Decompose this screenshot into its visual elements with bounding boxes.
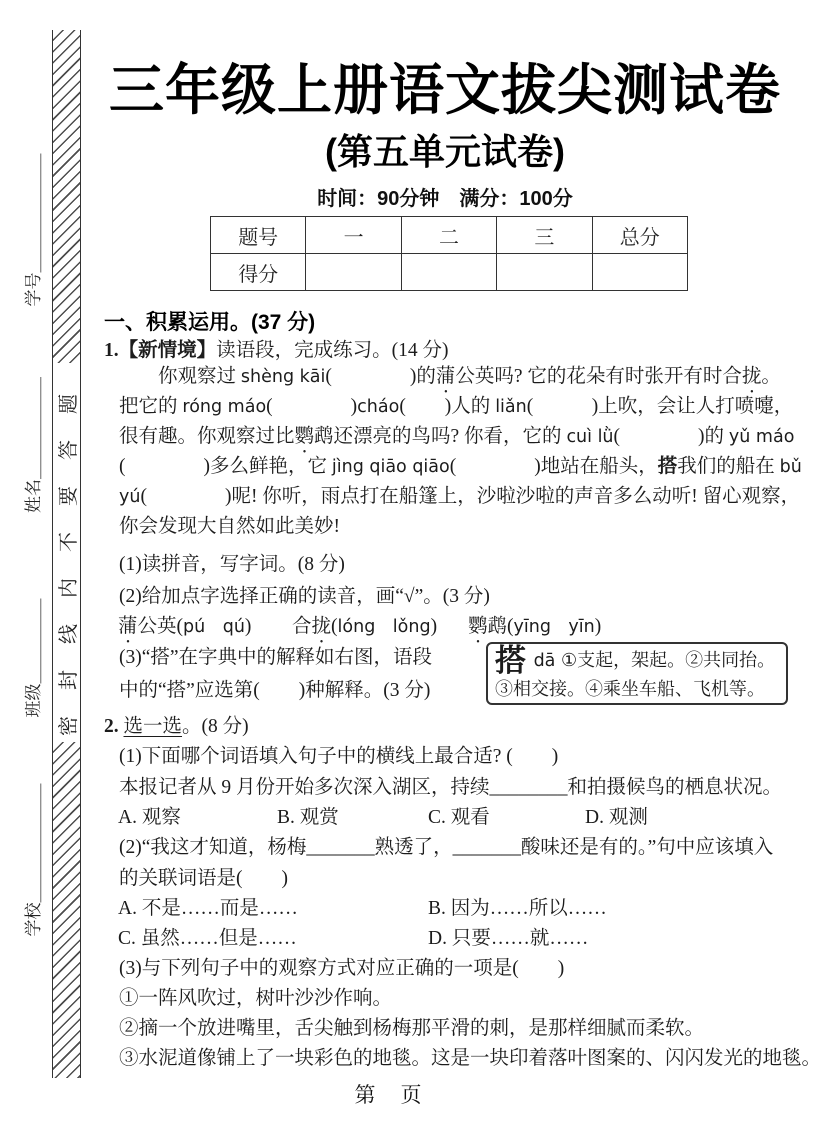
pinyin-choice-pugongying: 蒲公英(pú qú): [118, 616, 252, 637]
field-class-blank: ＿＿＿＿＿: [23, 598, 43, 684]
q1-sub2: (2)给加点字选择正确的读音，画“√”。(3 分): [119, 586, 490, 607]
q2-sub3-item: ③水泥道像铺上了一块彩色的地毯。这是一块印着落叶图案的、闪闪发光的地毯。: [119, 1048, 821, 1069]
score-table-header-row: [211, 217, 688, 254]
field-name-label: 姓名: [23, 479, 43, 513]
option-b: B. 观赏: [277, 807, 339, 828]
pinyin-choice-helong: 合拢(lóng lǒng): [292, 616, 438, 637]
passage-line: ( )多么鲜艳，它 jìng qiāo qiāo( )地站在船头，搭我们的船在 bǔ: [119, 456, 802, 477]
passage-line: 把它的 róng máo( )cháo( )人的 liǎn( )上吹，会让人打喷嚏，: [119, 396, 794, 417]
option-d: D. 只要……就……: [428, 928, 589, 949]
question-2-title: 选一选。(8 分): [123, 716, 249, 737]
dictionary-box: [486, 642, 788, 705]
q2-sub1: (1)下面哪个词语填入句子中的横线上最合适? ( ): [119, 746, 559, 767]
q2-sub3-item: ②摘一个放进嘴里，舌尖触到杨梅那平滑的刺，是那样细腻而柔软。: [119, 1018, 705, 1039]
option-c: C. 观看: [428, 807, 490, 828]
question-1-number: 1.: [104, 340, 119, 361]
option-d: D. 观测: [585, 807, 648, 828]
dictionary-box-line2: ③相交接。④乘坐车船、飞机等。: [495, 679, 765, 699]
q2-sub2-line1: (2)“我这才知道，杨梅_______熟透了，_______酸味还是有的。”句中应该填入: [119, 837, 774, 858]
score-table-header-cell: 总分: [592, 217, 687, 254]
page-title: 三年级上册语文拔尖测试卷: [108, 59, 781, 121]
score-empty-cell: [306, 254, 401, 291]
score-empty-cell: [592, 254, 687, 291]
q2-sub1-options-row: [0, 803, 793, 833]
passage-line: 很有趣。你观察过比鹦鹉还漂亮的鸟吗? 你看，它的 cuì lǜ( )的 yǔ máo: [119, 426, 795, 447]
field-name: [19, 375, 43, 515]
option-a: A. 观察: [118, 807, 181, 828]
q1-sub3-line2: 中的“搭”应选第( )种解释。(3 分): [119, 680, 431, 701]
field-student-id: [19, 150, 43, 310]
pinyin-choice-yingwu: 鹦鹉(yīng yīn): [468, 616, 602, 637]
seal-line-text: 密封线内不要答题: [58, 368, 80, 736]
exam-info: 时间：90分钟 满分：100分: [317, 188, 573, 210]
q2-sub2-options-row-cd: [0, 924, 793, 954]
field-student-id-label: 学号: [23, 272, 43, 307]
field-school-blank: ＿＿＿＿＿＿＿: [23, 783, 43, 903]
score-empty-cell: [497, 254, 592, 291]
question-2-number: 2.: [104, 716, 119, 737]
question-2-header: [104, 710, 249, 738]
page-footer: 第 页: [354, 1084, 424, 1107]
question-1-title: 读语段，完成练习。(14 分): [216, 340, 449, 361]
passage-line: 你会发现大自然如此美妙!: [119, 516, 340, 537]
field-class-label: 班级: [23, 683, 43, 718]
q2-sub1-sentence: 本报记者从 9 月份开始多次深入湖区，持续________和拍摄候鸟的栖息状况。: [119, 777, 783, 798]
q2-sub3: (3)与下列句子中的观察方式对应正确的一项是( ): [119, 958, 565, 979]
q2-sub2-line2: 的关联词语是( ): [119, 868, 288, 889]
question-1-tag: 【新情境】: [118, 339, 217, 361]
field-school-label: 学校: [23, 902, 43, 937]
passage-line: 你观察过 shèng kāi( )的蒲公英吗? 它的花朵有时张开有时合拢。: [119, 366, 781, 387]
passage-line: yú( )呢! 你听，雨点打在船篷上，沙啦沙啦的声音多么动听! 留心观察，: [119, 486, 801, 507]
score-table-header-cell: 三: [497, 217, 592, 254]
score-table: [210, 216, 688, 291]
seal-hatch-top: [53, 30, 80, 363]
option-b: B. 因为……所以……: [428, 898, 607, 919]
field-name-blank: ＿＿＿＿＿＿: [23, 377, 43, 479]
option-c: C. 虽然……但是……: [118, 928, 297, 949]
dictionary-box-line1: 搭 dā ①支起，架起。②共同抬。: [495, 643, 776, 678]
section-1-heading: 一、积累运用。(37 分): [104, 311, 316, 334]
pinyin-choice-row: [0, 612, 793, 642]
q2-sub2-options-row-ab: [0, 894, 793, 924]
q1-sub1: (1)读拼音，写字词。(8 分): [119, 554, 345, 575]
q2-sub3-item: ①一阵风吹过，树叶沙沙作响。: [119, 988, 393, 1009]
score-empty-cell: [401, 254, 496, 291]
score-label-cell: 得分: [211, 254, 306, 291]
question-1-header: [104, 334, 449, 362]
score-table-header-cell: 题号: [211, 217, 306, 254]
score-table-header-cell: 一: [306, 217, 401, 254]
option-a: A. 不是……而是……: [118, 898, 298, 919]
score-table-header-cell: 二: [401, 217, 496, 254]
field-student-id-blank: ＿＿＿＿＿＿＿: [23, 153, 43, 273]
score-table-score-row: [211, 254, 688, 291]
page-subtitle: (第五单元试卷): [325, 131, 565, 172]
q1-sub3-line1: (3)“搭”在字典中的解释如右图，语段: [119, 647, 433, 668]
